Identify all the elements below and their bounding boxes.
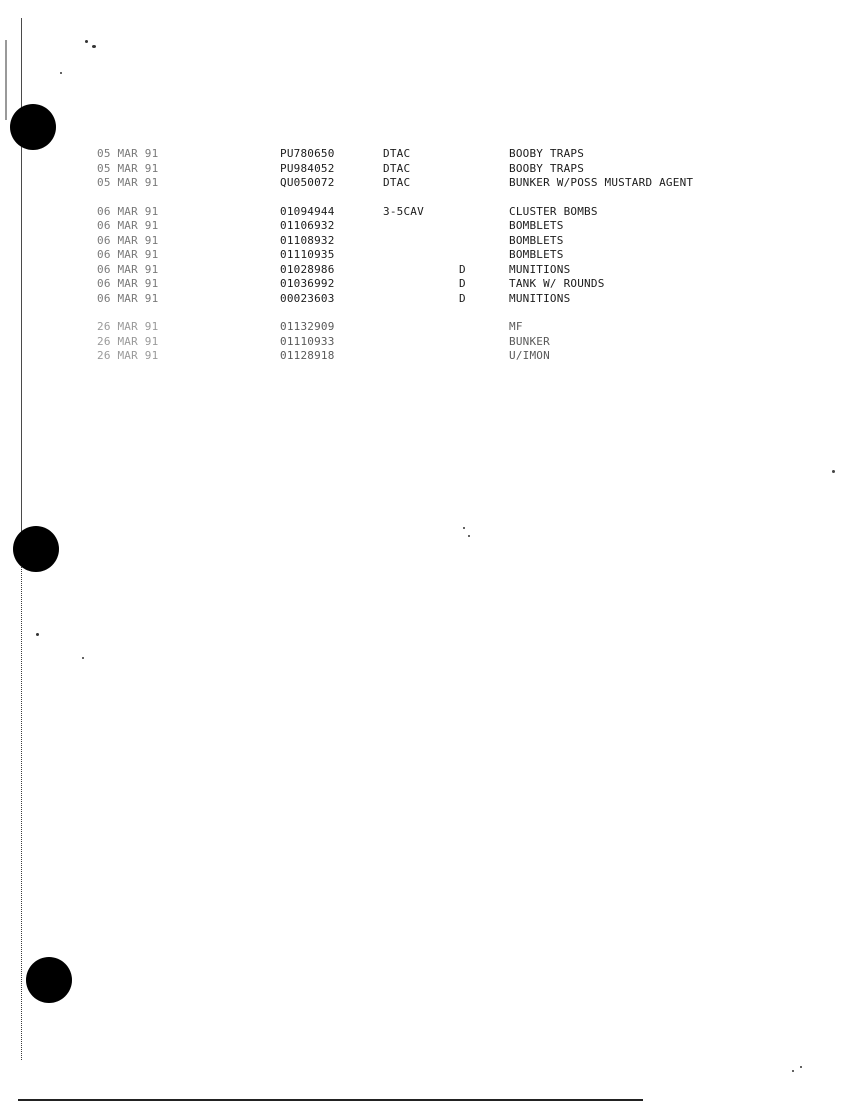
record-grid-coordinate: PU984052 (280, 161, 335, 175)
record-row (0, 205, 850, 220)
record-description: U/IMON (509, 349, 550, 362)
record-group (0, 320, 850, 364)
scan-speck (92, 45, 96, 48)
record-description: BOMBLETS (509, 219, 564, 232)
record-description: BOMBLETS (509, 233, 564, 247)
record-date: 26 MAR 91 (97, 334, 159, 348)
record-date: 06 MAR 91 (97, 248, 159, 261)
record-date: 06 MAR 91 (97, 204, 159, 218)
record-date: 06 MAR 91 (97, 277, 159, 290)
record-description: MUNITIONS (509, 291, 571, 305)
scan-speck (792, 1070, 794, 1072)
record-flag: D (459, 291, 466, 305)
record-grid-coordinate: 01028986 (280, 262, 335, 276)
record-description: BUNKER (509, 334, 550, 348)
margin-mark (5, 40, 7, 120)
record-row (0, 234, 850, 249)
record-grid-coordinate: 00023603 (280, 291, 335, 305)
record-row (0, 335, 850, 350)
binder-hole-icon (10, 104, 56, 150)
record-grid-coordinate: 01110935 (280, 248, 335, 261)
bottom-rule (18, 1099, 643, 1101)
scan-speck (468, 535, 470, 537)
record-date: 26 MAR 91 (97, 320, 159, 333)
record-grid-coordinate: 01110933 (280, 334, 335, 348)
record-description: TANK W/ ROUNDS (509, 277, 605, 290)
record-grid-coordinate: 01106932 (280, 219, 335, 232)
record-date: 05 MAR 91 (97, 161, 159, 175)
record-row (0, 162, 850, 177)
record-source-unit: 3-5CAV (383, 204, 424, 218)
record-row (0, 176, 850, 191)
scan-speck (832, 470, 835, 473)
record-row (0, 320, 850, 335)
record-description: BUNKER W/POSS MUSTARD AGENT (509, 176, 694, 189)
scan-speck (60, 72, 62, 74)
binder-hole-icon (26, 957, 72, 1003)
record-date: 06 MAR 91 (97, 233, 159, 247)
record-row (0, 147, 850, 162)
scan-speck (82, 657, 84, 659)
record-date: 06 MAR 91 (97, 291, 159, 305)
margin-perforation-line (21, 540, 22, 1060)
scan-speck (36, 633, 39, 636)
record-grid-coordinate: 01108932 (280, 233, 335, 247)
record-flag: D (459, 262, 466, 276)
record-source-unit: DTAC (383, 161, 411, 175)
record-date: 06 MAR 91 (97, 262, 159, 276)
binder-hole-icon (13, 526, 59, 572)
record-description: BOOBY TRAPS (509, 147, 585, 160)
record-row (0, 263, 850, 278)
record-source-unit: DTAC (383, 176, 411, 189)
record-row (0, 248, 850, 263)
record-description: BOOBY TRAPS (509, 161, 585, 175)
record-group (0, 147, 850, 191)
record-date: 05 MAR 91 (97, 176, 159, 189)
record-grid-coordinate: 01132909 (280, 320, 335, 333)
scan-speck (85, 40, 88, 43)
record-grid-coordinate: 01036992 (280, 277, 335, 290)
record-grid-coordinate: 01128918 (280, 349, 335, 362)
record-description: CLUSTER BOMBS (509, 204, 598, 218)
record-row (0, 292, 850, 307)
record-row (0, 277, 850, 292)
record-description: MUNITIONS (509, 262, 571, 276)
scan-speck (463, 527, 465, 529)
record-description: BOMBLETS (509, 248, 564, 261)
record-grid-coordinate: PU780650 (280, 147, 335, 160)
record-row (0, 219, 850, 234)
record-date: 06 MAR 91 (97, 219, 159, 232)
record-date: 26 MAR 91 (97, 349, 159, 362)
record-description: MF (509, 320, 523, 333)
record-list (0, 147, 850, 378)
record-group (0, 205, 850, 307)
record-row (0, 349, 850, 364)
record-grid-coordinate: QU050072 (280, 176, 335, 189)
scan-speck (800, 1066, 802, 1068)
record-grid-coordinate: 01094944 (280, 204, 335, 218)
record-flag: D (459, 277, 466, 290)
record-date: 05 MAR 91 (97, 147, 159, 160)
record-source-unit: DTAC (383, 147, 411, 160)
